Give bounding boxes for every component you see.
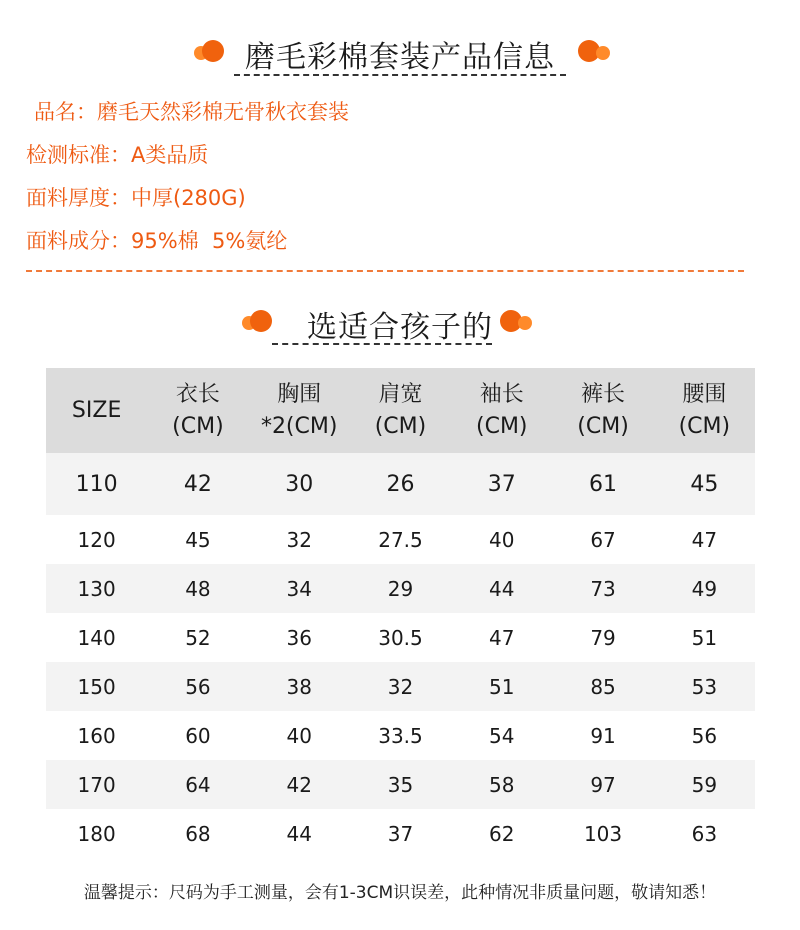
table-cell: 140 [46,613,147,662]
info-value: 中厚(280G) [131,186,246,210]
table-row [46,809,755,858]
table-cell: 35 [350,760,451,809]
table-cell: 44 [249,809,350,858]
header-shoulder: 肩宽 (CM) [350,368,451,453]
table-cell: 62 [451,809,552,858]
table-cell: 130 [46,564,147,613]
info-value: A类品质 [131,143,209,167]
info-label: 检测标准： [26,143,131,167]
table-cell: 33.5 [350,711,451,760]
table-cell: 38 [249,662,350,711]
table-row [46,711,755,760]
table-cell: 60 [147,711,248,760]
header-size: SIZE [46,368,147,453]
table-row [46,515,755,564]
table-cell: 48 [147,564,248,613]
table-row [46,662,755,711]
info-composition [26,225,287,255]
table-cell: 42 [249,760,350,809]
table-cell: 36 [249,613,350,662]
section-title-text: 磨毛彩棉套装产品信息 [245,40,555,75]
dot-icon [518,316,532,330]
table-cell: 54 [451,711,552,760]
section-title-product-info [0,32,800,76]
table-cell: 56 [147,662,248,711]
table-cell: 91 [552,711,653,760]
table-header-row [46,368,755,453]
header-sleeve: 袖长 (CM) [451,368,552,453]
footer-note: 温馨提示：尺码为手工测量，会有1-3CM识误差，此种情况非质量问题，敬请知悉！ [83,883,717,903]
title-underline [272,343,492,345]
decor-dots-right-1 [578,38,612,64]
table-cell: 59 [654,760,755,809]
table-row [46,453,755,515]
table-cell: 37 [350,809,451,858]
table-cell: 27.5 [350,515,451,564]
table-cell: 34 [249,564,350,613]
table-cell: 180 [46,809,147,858]
header-chest: 胸围 *2(CM) [249,368,350,453]
table-cell: 56 [654,711,755,760]
size-table [46,368,755,858]
table-cell: 29 [350,564,451,613]
header-pants-length: 裤长 (CM) [552,368,653,453]
header-waist: 腰围 (CM) [654,368,755,453]
info-standard [26,139,208,169]
table-cell: 40 [249,711,350,760]
table-row [46,613,755,662]
info-label: 品名： [34,100,97,124]
table-cell: 49 [654,564,755,613]
table-cell: 150 [46,662,147,711]
table-cell: 40 [451,515,552,564]
table-cell: 68 [147,809,248,858]
info-value: 磨毛天然彩棉无骨秋衣套装 [97,100,349,124]
table-cell: 45 [147,515,248,564]
table-cell: 51 [451,662,552,711]
table-cell: 67 [552,515,653,564]
info-value: 95%棉 5%氨纶 [131,229,288,253]
table-cell: 47 [451,613,552,662]
info-label: 面料厚度： [26,186,131,210]
decor-dots-right-2 [500,308,534,334]
table-cell: 26 [350,453,451,515]
table-cell: 110 [46,453,147,515]
section-divider [26,270,744,272]
info-label: 面料成分： [26,229,131,253]
table-cell: 30.5 [350,613,451,662]
table-cell: 32 [350,662,451,711]
info-product-name [34,96,349,126]
header-top-length: 衣长 (CM) [147,368,248,453]
table-cell: 30 [249,453,350,515]
table-cell: 51 [654,613,755,662]
table-cell: 42 [147,453,248,515]
table-cell: 53 [654,662,755,711]
table-cell: 37 [451,453,552,515]
table-cell: 32 [249,515,350,564]
table-cell: 120 [46,515,147,564]
title-underline [234,74,566,76]
table-row [46,760,755,809]
table-cell: 52 [147,613,248,662]
table-cell: 85 [552,662,653,711]
table-cell: 47 [654,515,755,564]
table-cell: 45 [654,453,755,515]
table-cell: 79 [552,613,653,662]
table-cell: 58 [451,760,552,809]
table-cell: 44 [451,564,552,613]
table-cell: 61 [552,453,653,515]
table-cell: 160 [46,711,147,760]
table-cell: 73 [552,564,653,613]
section-title-choose-size [0,302,800,346]
table-cell: 97 [552,760,653,809]
table-cell: 103 [552,809,653,858]
info-thickness [26,182,246,212]
table-cell: 63 [654,809,755,858]
dot-icon [596,46,610,60]
table-cell: 64 [147,760,248,809]
table-row [46,564,755,613]
section-title-text: 选适合孩子的 [307,310,493,345]
table-cell: 170 [46,760,147,809]
